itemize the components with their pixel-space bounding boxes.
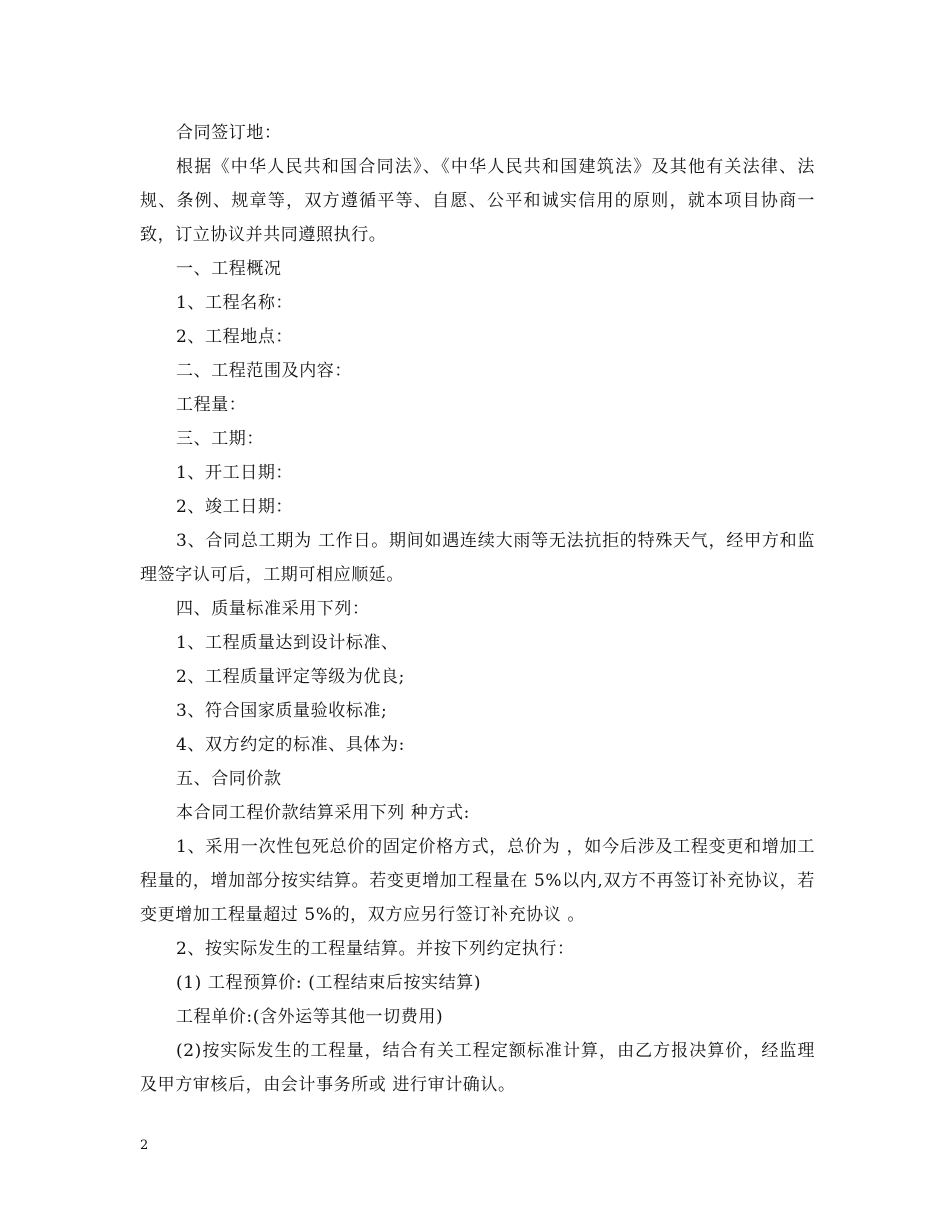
quality-item-2: 2、工程质量评定等级为优良; [176, 667, 405, 687]
total-duration-paragraph: 3、合同总工期为 工作日。期间如遇连续大雨等无法抗拒的特殊天气，经甲方和监理签字认可后，工期可相应顺延。 [140, 531, 815, 585]
section-heading-overview: 一、工程概况 [176, 259, 282, 279]
settlement-method-line: 本合同工程价款结算采用下列 种方式: [176, 803, 470, 823]
contract-location-line: 合同签订地： [176, 123, 282, 143]
preamble-paragraph: 根据《中华人民共和国合同法》、《中华人民共和国建筑法》及其他有关法律、法规、条例、规章等，双方遵循平等、自愿、公平和诚实信用的原则，就本项目协商一致，订立协议并共同遵照执行。 [140, 157, 815, 245]
completion-date-line: 2、竣工日期： [176, 497, 294, 517]
audit-paragraph: (2)按实际发生的工程量，结合有关工程定额标准计算，由乙方报决算价，经监理及甲方审核后，由会计事务所或 进行审计确认。 [140, 1041, 815, 1095]
document-body [140, 116, 815, 1102]
section-heading-duration: 三、工期： [176, 429, 264, 449]
section-heading-scope: 二、工程范围及内容： [176, 361, 352, 381]
project-name-line: 1、工程名称： [176, 293, 294, 313]
page-number: 2 [140, 1138, 149, 1153]
project-location-line: 2、工程地点： [176, 327, 294, 347]
start-date-line: 1、开工日期： [176, 463, 294, 483]
quality-item-4: 4、双方约定的标准、具体为: [176, 735, 405, 755]
unit-price-line: 工程单价:(含外运等其他一切费用) [176, 1007, 444, 1027]
section-heading-quality: 四、质量标准采用下列： [176, 599, 370, 619]
quantity-line: 工程量： [176, 395, 247, 415]
actual-quantity-line: 2、按实际发生的工程量结算。并按下列约定执行： [176, 939, 575, 959]
section-heading-price: 五、合同价款 [176, 769, 282, 789]
quality-item-1: 1、工程质量达到设计标准、 [176, 633, 399, 653]
fixed-price-paragraph: 1、采用一次性包死总价的固定价格方式，总价为 ，如今后涉及工程变更和增加工程量的，增加部分按实结算。若变更增加工程量在 5%以内,双方不再签订补充协议，若变更增加工程量超过 5%的，双方应另行签订补充协议 。 [140, 837, 815, 925]
quality-item-3: 3、符合国家质量验收标准; [176, 701, 388, 721]
budget-price-line: (1) 工程预算价: (工程结束后按实结算) [176, 973, 482, 993]
